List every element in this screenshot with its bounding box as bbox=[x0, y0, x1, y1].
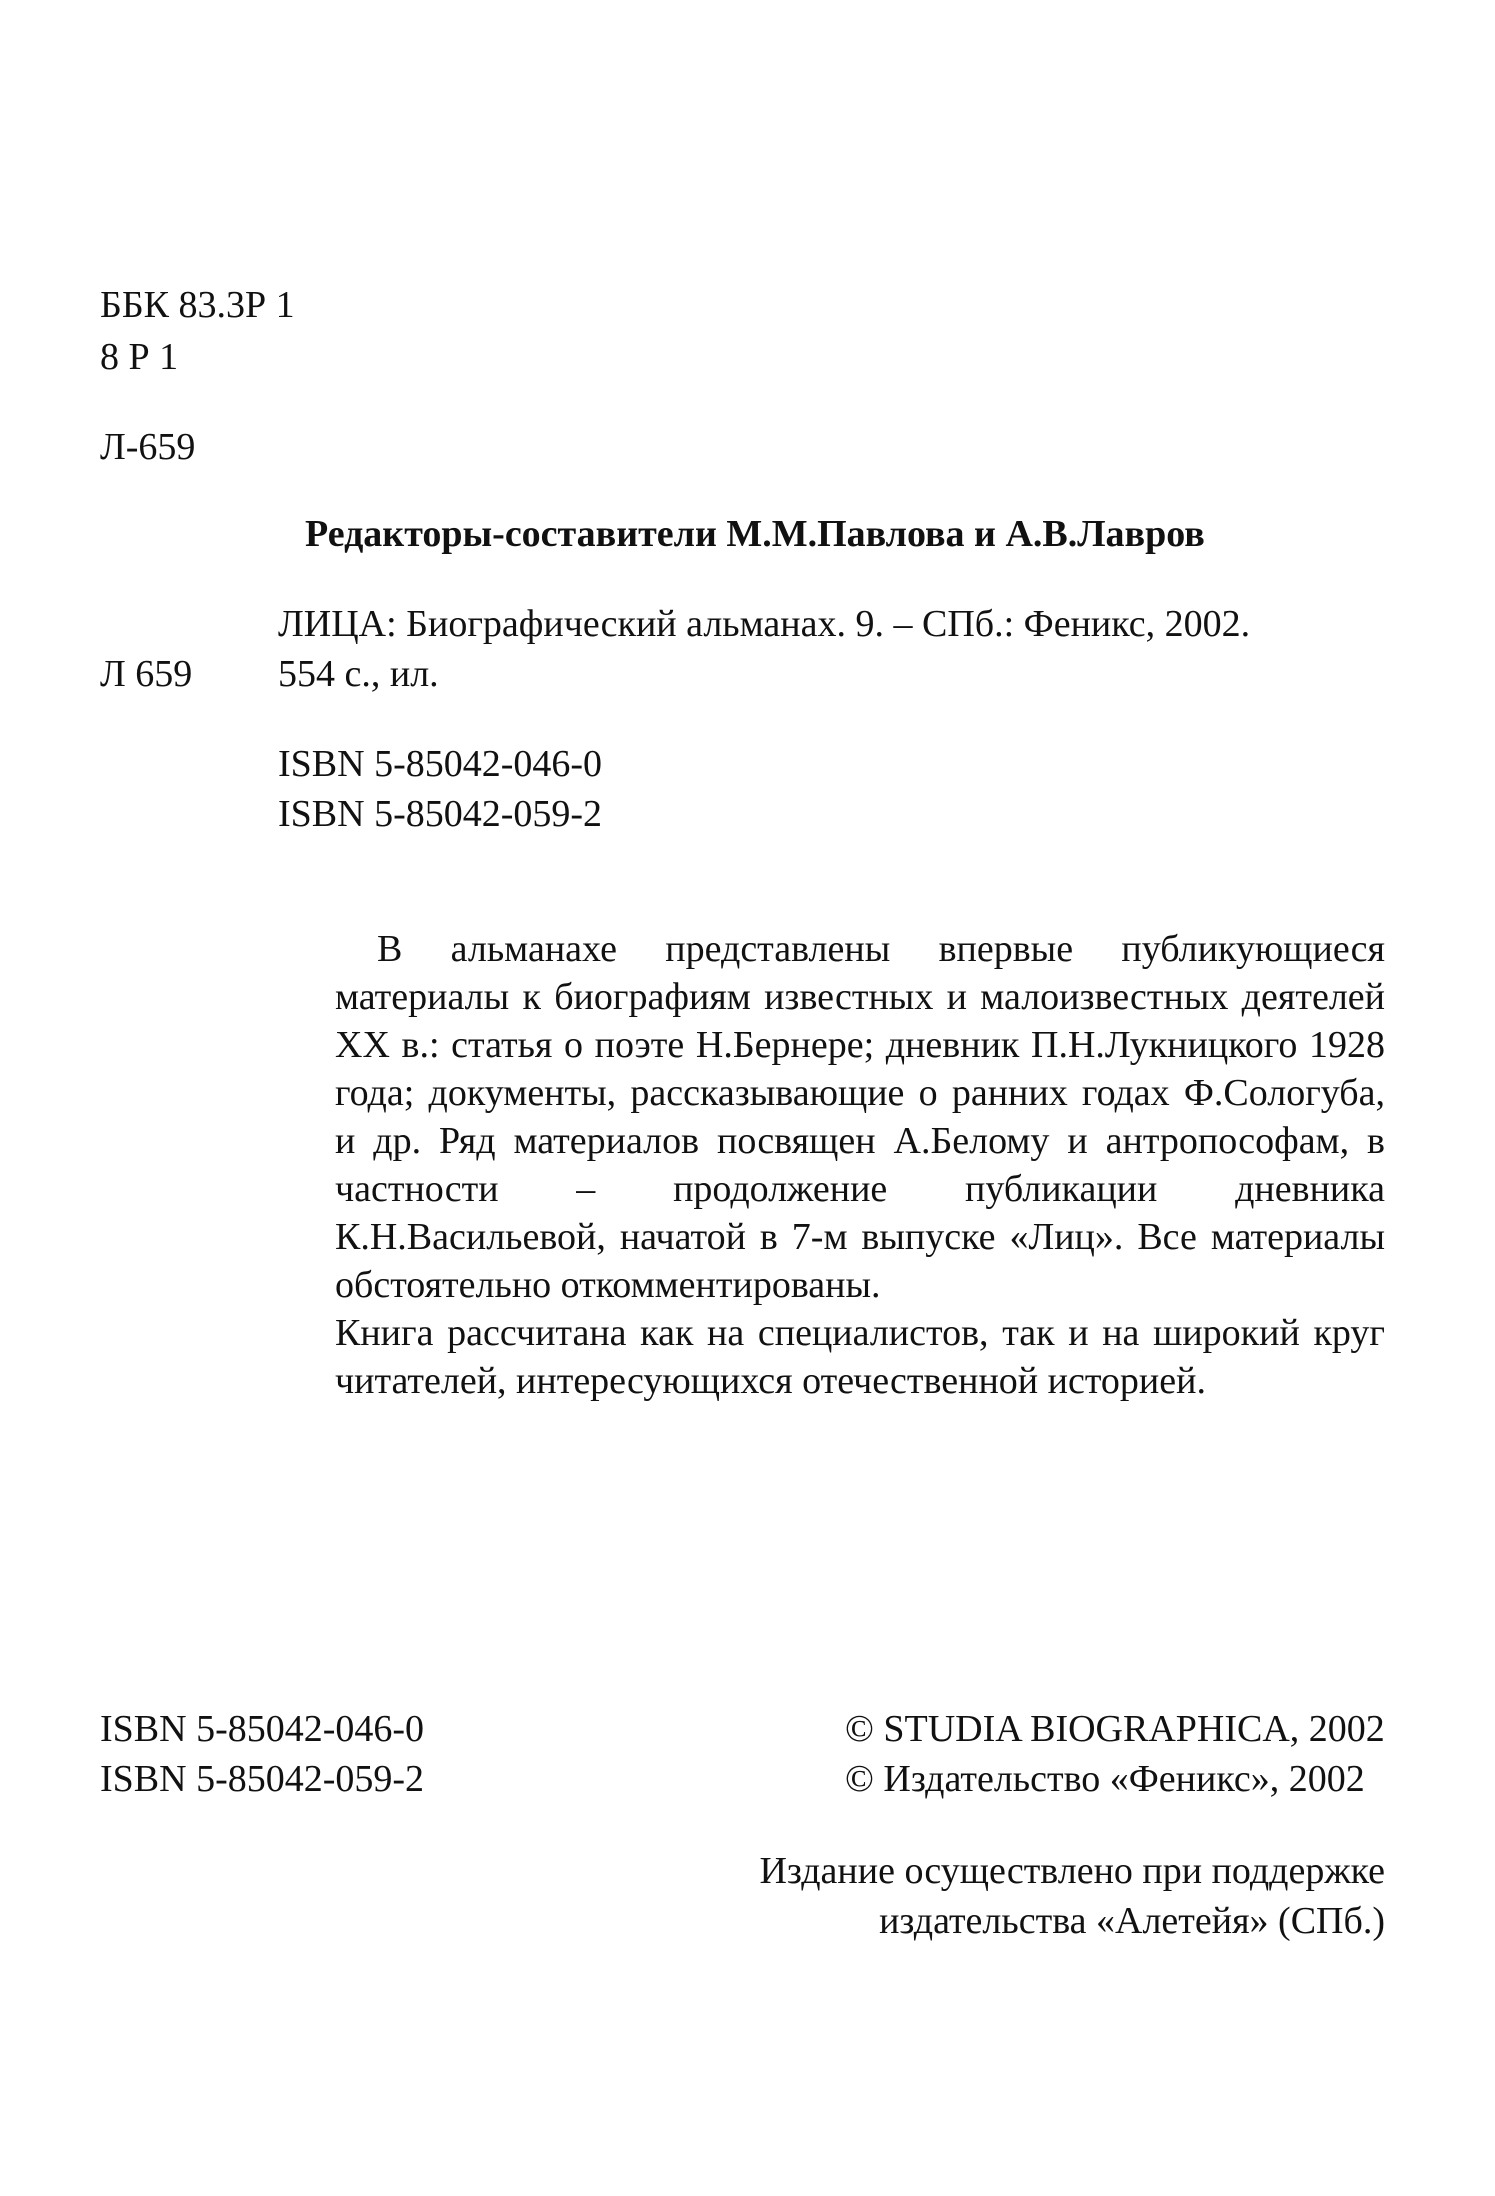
footer-isbn-1: ISBN 5-85042-046-0 bbox=[100, 1708, 425, 1750]
bib-line-1: ЛИЦА: Биографический альманах. 9. – СПб.: Феникс, 2002. bbox=[278, 603, 1251, 645]
footer-isbn-2: ISBN 5-85042-059-2 bbox=[100, 1758, 425, 1800]
support-line-1: Издание осуществлено при поддержке bbox=[759, 1850, 1385, 1892]
bbk-line-2: 8 Р 1 bbox=[100, 336, 179, 378]
bbk-line-1: ББК 83.3Р 1 bbox=[100, 284, 295, 326]
annotation-paragraph-1: В альманахе представлены впервые публикующиеся материалы к биографиям известных и малоизвестных деятелей XX в.: статья о поэте Н.Бернере; дневник П.Н.Лукницкого 1928 года; документы, рассказывающие о ранних годах Ф.Сологуба, и др. Ряд материалов посвящен А.Белому и антропософам, в частности – продолжение публикации дневника К.Н.Васильевой, начатой в 7-м выпуске «Лиц». Все материалы обстоятельно откомментированы. bbox=[335, 928, 1385, 1306]
annotation-paragraph-2: Книга рассчитана как на специалистов, так и на широкий круг читателей, интересующихся отечественной историей. bbox=[335, 1312, 1385, 1402]
author-mark-top: Л-659 bbox=[100, 426, 196, 468]
isbn-block-2: ISBN 5-85042-059-2 bbox=[278, 793, 603, 835]
copyright-2: © Издательство «Феникс», 2002 bbox=[845, 1758, 1365, 1800]
annotation bbox=[335, 925, 1385, 1405]
author-mark: Л 659 bbox=[100, 653, 193, 695]
isbn-block-1: ISBN 5-85042-046-0 bbox=[278, 743, 603, 785]
editors-line: Редакторы-составители М.М.Павлова и А.В.Лавров bbox=[305, 513, 1205, 555]
bib-line-2: 554 с., ил. bbox=[278, 653, 439, 695]
support-line-2: издательства «Алетейя» (СПб.) bbox=[879, 1900, 1385, 1942]
copyright-1: © STUDIA BIOGRAPHICA, 2002 bbox=[845, 1708, 1385, 1750]
